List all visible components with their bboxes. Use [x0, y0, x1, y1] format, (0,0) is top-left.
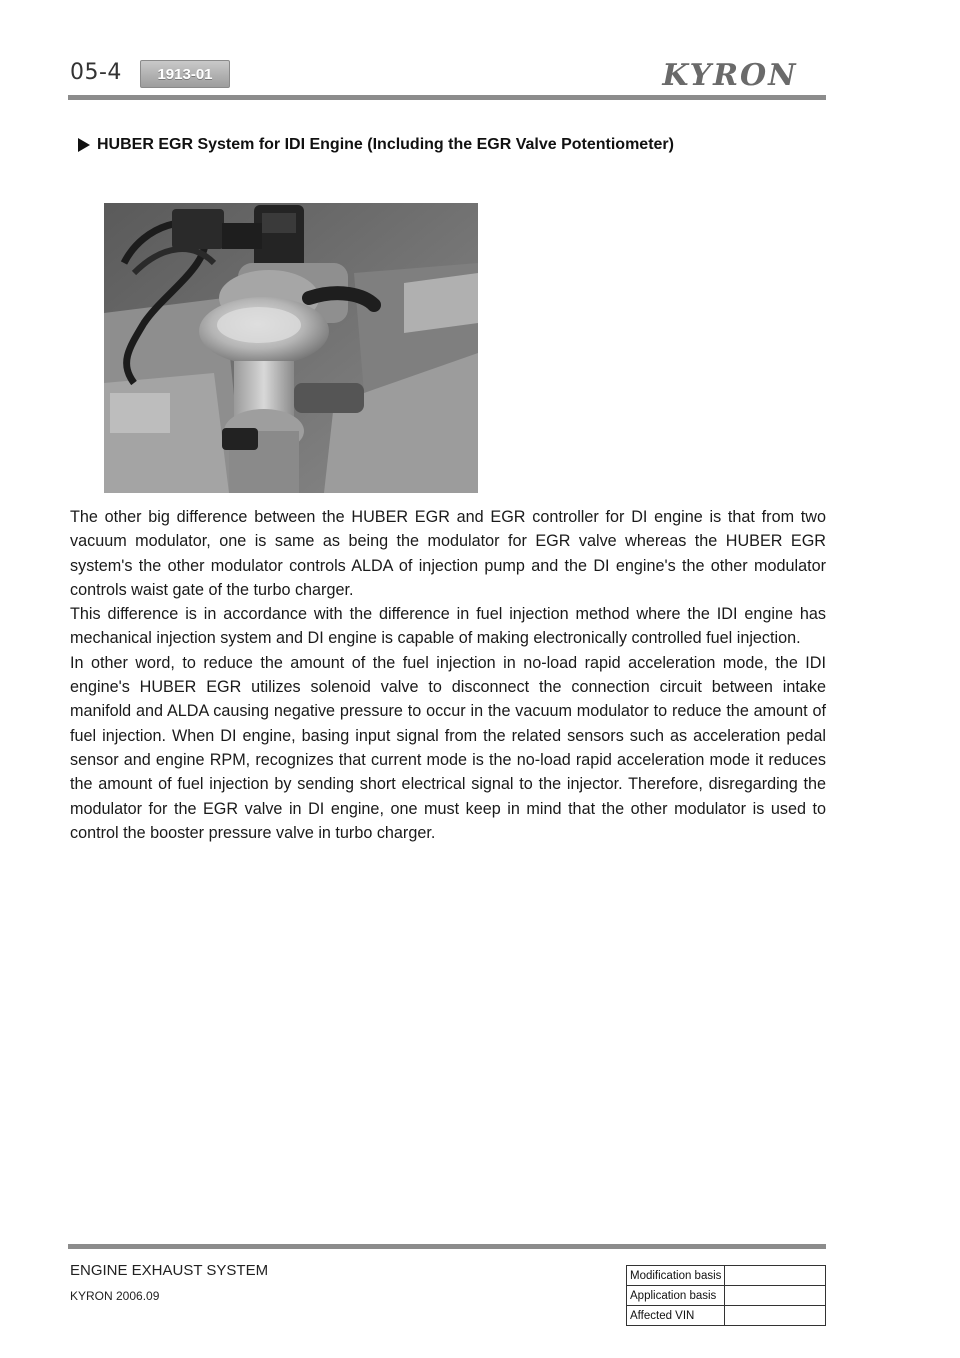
table-value-application-basis: [725, 1286, 826, 1306]
table-label-affected-vin: Affected VIN: [627, 1306, 725, 1326]
table-row: [627, 1306, 826, 1326]
section-heading-text: HUBER EGR System for IDI Engine (Including the EGR Valve Potentiometer): [97, 136, 674, 153]
footer-title: ENGINE EXHAUST SYSTEM: [70, 1262, 269, 1279]
play-arrow-icon: [78, 138, 90, 152]
table-row: [627, 1266, 826, 1286]
paragraph: In other word, to reduce the amount of the fuel injection in no-load rapid acceleration mode, the IDI engine's HUBER EGR utilizes solenoid valve to disconnect the connection circuit between intake manifold and ALDA causing negative pressure to occur in the vacuum modulator to reduce the amount of fuel injection. When DI engine, basing input signal from the related sensors such as acceleration pedal sensor and engine RPM, recognizes that current mode is the no-load rapid acceleration mode it reduces the amount of fuel injection by sending short electrical signal to the injector. Therefore, disregarding the modulator for the EGR valve in DI engine, one must keep in mind that the other modulator is used to control the booster pressure valve in turbo charger.: [70, 653, 826, 842]
paragraph: The other big difference between the HUBER EGR and EGR controller for DI engine is that from two vacuum modulator, one is same as being the modulator for EGR valve whereas the HUBER EGR system's the other modulator controls ALDA of injection pump and the DI engine's the other modulator controls waist gate of the turbo charger.: [70, 508, 826, 599]
section-heading: [78, 136, 674, 154]
body-text: [70, 505, 826, 845]
footer-divider: [68, 1244, 826, 1249]
page-number: 05-4: [70, 60, 122, 85]
table-label-modification-basis: Modification basis: [627, 1266, 725, 1286]
table-row: [627, 1286, 826, 1306]
footer-edition: KYRON 2006.09: [70, 1289, 160, 1303]
paragraph: This difference is in accordance with the difference in fuel injection method where the IDI engine has mechanical injection system and DI engine is capable of making electronically controlled fuel injection.: [70, 605, 826, 648]
table-value-affected-vin: [725, 1306, 826, 1326]
table-label-application-basis: Application basis: [627, 1286, 725, 1306]
section-code-badge: 1913-01: [140, 60, 230, 88]
kyron-logo: [630, 58, 830, 94]
header-divider: [68, 95, 826, 100]
egr-valve-photo: [104, 203, 478, 493]
brand-logo-text: KYRON: [662, 58, 798, 93]
revision-info-table: [626, 1265, 826, 1326]
table-value-modification-basis: [725, 1266, 826, 1286]
